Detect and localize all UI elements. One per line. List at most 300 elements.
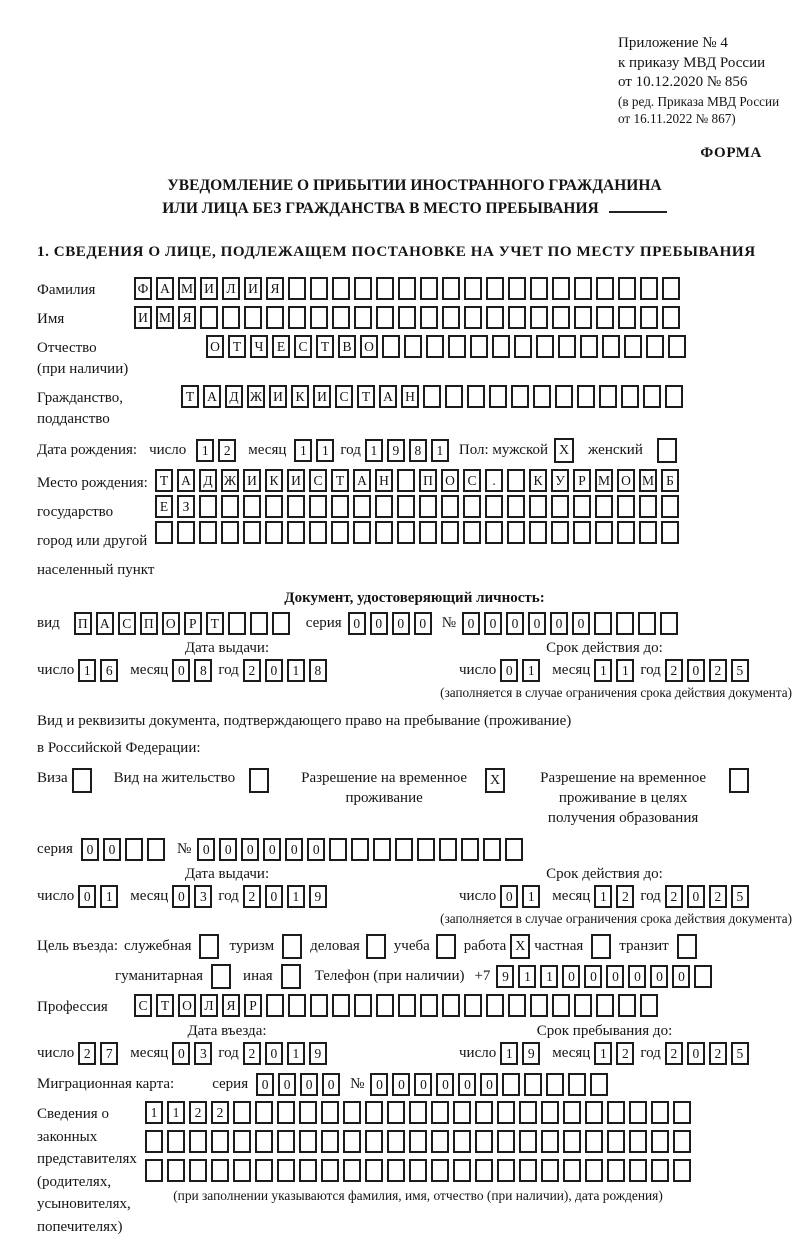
char-cell[interactable]	[621, 385, 639, 408]
char-cell[interactable]: Д	[199, 469, 217, 492]
char-cell[interactable]: 0	[300, 1073, 318, 1096]
char-cell[interactable]	[464, 306, 482, 329]
char-cell[interactable]	[277, 1101, 295, 1124]
char-cell[interactable]: Л	[222, 277, 240, 300]
char-cell[interactable]: М	[595, 469, 613, 492]
char-cell[interactable]	[529, 495, 547, 518]
char-cell[interactable]: Н	[375, 469, 393, 492]
char-cell[interactable]	[463, 521, 481, 544]
char-cell[interactable]: 2	[243, 885, 261, 908]
char-cell[interactable]	[439, 838, 457, 861]
char-cell[interactable]	[397, 495, 415, 518]
char-cell[interactable]	[299, 1130, 317, 1153]
char-cell[interactable]	[497, 1101, 515, 1124]
char-cell[interactable]	[607, 1101, 625, 1124]
char-cell[interactable]: 0	[392, 612, 410, 635]
char-cell[interactable]: 0	[628, 965, 646, 988]
purpose-other-checkbox[interactable]	[281, 964, 301, 989]
surname-input[interactable]	[134, 277, 680, 300]
char-cell[interactable]	[464, 277, 482, 300]
char-cell[interactable]	[354, 994, 372, 1017]
char-cell[interactable]: М	[639, 469, 657, 492]
char-cell[interactable]	[596, 994, 614, 1017]
char-cell[interactable]: М	[178, 277, 196, 300]
char-cell[interactable]	[420, 994, 438, 1017]
char-cell[interactable]: .	[485, 469, 503, 492]
char-cell[interactable]: Т	[155, 469, 173, 492]
char-cell[interactable]	[552, 277, 570, 300]
char-cell[interactable]	[189, 1130, 207, 1153]
char-cell[interactable]	[673, 1101, 691, 1124]
char-cell[interactable]: Т	[156, 994, 174, 1017]
char-cell[interactable]	[431, 1101, 449, 1124]
stay-until-day-input[interactable]	[500, 1042, 540, 1065]
char-cell[interactable]	[585, 1130, 603, 1153]
char-cell[interactable]	[398, 994, 416, 1017]
char-cell[interactable]	[519, 1130, 537, 1153]
char-cell[interactable]: А	[96, 612, 114, 635]
issue-day-input[interactable]	[78, 659, 118, 682]
char-cell[interactable]: 2	[616, 1042, 634, 1065]
char-cell[interactable]: 5	[731, 659, 749, 682]
char-cell[interactable]: 0	[550, 612, 568, 635]
char-cell[interactable]	[321, 1130, 339, 1153]
char-cell[interactable]	[599, 385, 617, 408]
representatives-line2-input[interactable]	[145, 1130, 691, 1153]
char-cell[interactable]: 0	[78, 885, 96, 908]
char-cell[interactable]: 2	[243, 1042, 261, 1065]
char-cell[interactable]: И	[200, 277, 218, 300]
char-cell[interactable]: 1	[145, 1101, 163, 1124]
char-cell[interactable]: А	[177, 469, 195, 492]
char-cell[interactable]: К	[291, 385, 309, 408]
char-cell[interactable]: 0	[241, 838, 259, 861]
char-cell[interactable]	[287, 521, 305, 544]
char-cell[interactable]: 0	[172, 885, 190, 908]
sex-female-checkbox[interactable]	[657, 438, 677, 463]
char-cell[interactable]	[519, 1101, 537, 1124]
char-cell[interactable]	[417, 838, 435, 861]
char-cell[interactable]	[409, 1101, 427, 1124]
char-cell[interactable]	[376, 994, 394, 1017]
char-cell[interactable]	[489, 385, 507, 408]
char-cell[interactable]	[629, 1101, 647, 1124]
char-cell[interactable]: О	[441, 469, 459, 492]
char-cell[interactable]	[395, 838, 413, 861]
char-cell[interactable]	[492, 335, 510, 358]
patronymic-input[interactable]	[206, 335, 686, 358]
char-cell[interactable]	[546, 1073, 564, 1096]
char-cell[interactable]	[442, 306, 460, 329]
char-cell[interactable]	[467, 385, 485, 408]
char-cell[interactable]: 1	[167, 1101, 185, 1124]
citizenship-input[interactable]	[181, 385, 683, 408]
char-cell[interactable]: К	[265, 469, 283, 492]
char-cell[interactable]: 1	[518, 965, 536, 988]
char-cell[interactable]: 0	[322, 1073, 340, 1096]
char-cell[interactable]: 0	[278, 1073, 296, 1096]
char-cell[interactable]: Т	[331, 469, 349, 492]
char-cell[interactable]	[643, 385, 661, 408]
char-cell[interactable]: 2	[243, 659, 261, 682]
char-cell[interactable]	[596, 306, 614, 329]
char-cell[interactable]: 0	[436, 1073, 454, 1096]
char-cell[interactable]	[573, 495, 591, 518]
char-cell[interactable]: 9	[522, 1042, 540, 1065]
stay-doc-number-input[interactable]	[197, 838, 523, 861]
char-cell[interactable]: 0	[562, 965, 580, 988]
char-cell[interactable]: Т	[206, 612, 224, 635]
char-cell[interactable]	[309, 495, 327, 518]
char-cell[interactable]: О	[206, 335, 224, 358]
char-cell[interactable]: 0	[500, 885, 518, 908]
char-cell[interactable]	[694, 965, 712, 988]
char-cell[interactable]: 8	[194, 659, 212, 682]
char-cell[interactable]: 9	[496, 965, 514, 988]
char-cell[interactable]	[530, 306, 548, 329]
char-cell[interactable]: 2	[665, 885, 683, 908]
char-cell[interactable]: 7	[100, 1042, 118, 1065]
char-cell[interactable]	[453, 1130, 471, 1153]
char-cell[interactable]: 0	[392, 1073, 410, 1096]
birth-year-input[interactable]	[365, 439, 449, 462]
char-cell[interactable]	[563, 1101, 581, 1124]
char-cell[interactable]	[310, 277, 328, 300]
char-cell[interactable]	[660, 612, 678, 635]
char-cell[interactable]	[228, 612, 246, 635]
stay-valid-month-input[interactable]	[594, 885, 634, 908]
char-cell[interactable]: 0	[672, 965, 690, 988]
char-cell[interactable]: 8	[409, 439, 427, 462]
char-cell[interactable]: 0	[307, 838, 325, 861]
char-cell[interactable]: 2	[709, 659, 727, 682]
char-cell[interactable]: Р	[244, 994, 262, 1017]
char-cell[interactable]: 0	[81, 838, 99, 861]
char-cell[interactable]: 2	[211, 1101, 229, 1124]
char-cell[interactable]	[505, 838, 523, 861]
char-cell[interactable]	[673, 1130, 691, 1153]
char-cell[interactable]	[475, 1130, 493, 1153]
char-cell[interactable]: Я	[266, 277, 284, 300]
char-cell[interactable]	[508, 994, 526, 1017]
stay-doc-series-input[interactable]	[81, 838, 165, 861]
migration-series-input[interactable]	[256, 1073, 340, 1096]
char-cell[interactable]: Т	[181, 385, 199, 408]
birth-day-input[interactable]	[196, 439, 236, 462]
char-cell[interactable]: Ф	[134, 277, 152, 300]
char-cell[interactable]: К	[529, 469, 547, 492]
char-cell[interactable]: 3	[194, 885, 212, 908]
birth-place-line1-input[interactable]	[155, 469, 679, 492]
char-cell[interactable]	[629, 1130, 647, 1153]
char-cell[interactable]	[483, 838, 501, 861]
char-cell[interactable]: 0	[172, 659, 190, 682]
char-cell[interactable]	[331, 495, 349, 518]
char-cell[interactable]	[404, 335, 422, 358]
char-cell[interactable]: С	[309, 469, 327, 492]
char-cell[interactable]: 9	[309, 885, 327, 908]
char-cell[interactable]	[590, 1073, 608, 1096]
char-cell[interactable]: 0	[348, 612, 366, 635]
purpose-business-checkbox[interactable]	[366, 934, 386, 959]
char-cell[interactable]: 0	[500, 659, 518, 682]
char-cell[interactable]	[441, 495, 459, 518]
purpose-work-checkbox[interactable]: X	[510, 934, 530, 959]
birth-place-line3-input[interactable]	[155, 521, 679, 544]
char-cell[interactable]: 5	[731, 1042, 749, 1065]
char-cell[interactable]: О	[360, 335, 378, 358]
char-cell[interactable]	[332, 277, 350, 300]
char-cell[interactable]	[640, 994, 658, 1017]
char-cell[interactable]	[354, 306, 372, 329]
issue-year-input[interactable]	[243, 659, 327, 682]
migration-number-input[interactable]	[370, 1073, 608, 1096]
char-cell[interactable]: М	[156, 306, 174, 329]
char-cell[interactable]	[558, 335, 576, 358]
char-cell[interactable]: 1	[522, 659, 540, 682]
char-cell[interactable]: 2	[78, 1042, 96, 1065]
char-cell[interactable]: Ж	[221, 469, 239, 492]
char-cell[interactable]: С	[134, 994, 152, 1017]
char-cell[interactable]	[524, 1073, 542, 1096]
char-cell[interactable]: С	[463, 469, 481, 492]
stay-issue-day-input[interactable]	[78, 885, 118, 908]
char-cell[interactable]: З	[177, 495, 195, 518]
visa-checkbox[interactable]	[72, 768, 92, 793]
char-cell[interactable]	[530, 277, 548, 300]
char-cell[interactable]	[423, 385, 441, 408]
stay-until-year-input[interactable]	[665, 1042, 749, 1065]
char-cell[interactable]: 0	[265, 885, 283, 908]
char-cell[interactable]	[375, 495, 393, 518]
stay-valid-year-input[interactable]	[665, 885, 749, 908]
char-cell[interactable]: Я	[178, 306, 196, 329]
char-cell[interactable]	[651, 1101, 669, 1124]
char-cell[interactable]	[461, 838, 479, 861]
birth-month-input[interactable]	[294, 439, 334, 462]
char-cell[interactable]: С	[335, 385, 353, 408]
char-cell[interactable]	[375, 521, 393, 544]
char-cell[interactable]: 0	[265, 1042, 283, 1065]
char-cell[interactable]: 1	[365, 439, 383, 462]
char-cell[interactable]: П	[140, 612, 158, 635]
char-cell[interactable]: 1	[522, 885, 540, 908]
temp-residence-checkbox[interactable]: X	[485, 768, 505, 793]
birth-place-line2-input[interactable]	[155, 495, 679, 518]
char-cell[interactable]	[551, 521, 569, 544]
char-cell[interactable]: 8	[309, 659, 327, 682]
char-cell[interactable]	[617, 521, 635, 544]
char-cell[interactable]	[397, 521, 415, 544]
char-cell[interactable]	[331, 521, 349, 544]
char-cell[interactable]: 0	[687, 885, 705, 908]
char-cell[interactable]	[419, 521, 437, 544]
char-cell[interactable]	[167, 1130, 185, 1153]
char-cell[interactable]	[463, 495, 481, 518]
char-cell[interactable]	[618, 994, 636, 1017]
char-cell[interactable]	[639, 521, 657, 544]
char-cell[interactable]: 0	[256, 1073, 274, 1096]
char-cell[interactable]	[365, 1101, 383, 1124]
char-cell[interactable]	[508, 277, 526, 300]
char-cell[interactable]: 1	[500, 1042, 518, 1065]
char-cell[interactable]: 1	[294, 439, 312, 462]
char-cell[interactable]	[551, 495, 569, 518]
given-name-input[interactable]	[134, 306, 680, 329]
char-cell[interactable]: Я	[222, 994, 240, 1017]
char-cell[interactable]: Д	[225, 385, 243, 408]
char-cell[interactable]: 0	[687, 1042, 705, 1065]
char-cell[interactable]	[552, 994, 570, 1017]
char-cell[interactable]: 0	[584, 965, 602, 988]
purpose-private-checkbox[interactable]	[591, 934, 611, 959]
char-cell[interactable]	[255, 1101, 273, 1124]
char-cell[interactable]	[530, 994, 548, 1017]
char-cell[interactable]	[497, 1130, 515, 1153]
sex-male-checkbox[interactable]: X	[554, 438, 574, 463]
char-cell[interactable]	[310, 994, 328, 1017]
doc-type-input[interactable]	[74, 612, 290, 635]
representatives-line1-input[interactable]	[145, 1101, 691, 1124]
char-cell[interactable]	[470, 335, 488, 358]
char-cell[interactable]: Т	[357, 385, 375, 408]
valid-day-input[interactable]	[500, 659, 540, 682]
entry-month-input[interactable]	[172, 1042, 212, 1065]
char-cell[interactable]: И	[134, 306, 152, 329]
char-cell[interactable]: 0	[263, 838, 281, 861]
char-cell[interactable]	[595, 495, 613, 518]
char-cell[interactable]	[233, 1101, 251, 1124]
char-cell[interactable]	[594, 612, 612, 635]
char-cell[interactable]	[486, 994, 504, 1017]
char-cell[interactable]	[177, 521, 195, 544]
char-cell[interactable]	[507, 495, 525, 518]
char-cell[interactable]: И	[243, 469, 261, 492]
char-cell[interactable]	[442, 277, 460, 300]
char-cell[interactable]	[618, 306, 636, 329]
char-cell[interactable]	[485, 521, 503, 544]
char-cell[interactable]	[409, 1130, 427, 1153]
char-cell[interactable]	[502, 1073, 520, 1096]
char-cell[interactable]: 2	[665, 1042, 683, 1065]
char-cell[interactable]: А	[203, 385, 221, 408]
char-cell[interactable]	[382, 335, 400, 358]
char-cell[interactable]: В	[338, 335, 356, 358]
char-cell[interactable]	[602, 335, 620, 358]
char-cell[interactable]: 0	[462, 612, 480, 635]
char-cell[interactable]	[511, 385, 529, 408]
char-cell[interactable]: У	[551, 469, 569, 492]
char-cell[interactable]: 2	[189, 1101, 207, 1124]
char-cell[interactable]	[616, 612, 634, 635]
char-cell[interactable]: А	[353, 469, 371, 492]
char-cell[interactable]: 1	[196, 439, 214, 462]
char-cell[interactable]: Е	[155, 495, 173, 518]
char-cell[interactable]	[387, 1101, 405, 1124]
char-cell[interactable]	[221, 521, 239, 544]
char-cell[interactable]	[265, 495, 283, 518]
char-cell[interactable]	[376, 277, 394, 300]
char-cell[interactable]	[541, 1130, 559, 1153]
char-cell[interactable]: 5	[731, 885, 749, 908]
char-cell[interactable]: Н	[401, 385, 419, 408]
char-cell[interactable]: 0	[370, 1073, 388, 1096]
char-cell[interactable]: 2	[616, 885, 634, 908]
char-cell[interactable]	[574, 277, 592, 300]
char-cell[interactable]	[266, 994, 284, 1017]
char-cell[interactable]	[445, 385, 463, 408]
char-cell[interactable]	[332, 994, 350, 1017]
char-cell[interactable]	[266, 306, 284, 329]
char-cell[interactable]: И	[313, 385, 331, 408]
id-doc-series-input[interactable]	[348, 612, 432, 635]
char-cell[interactable]: 0	[572, 612, 590, 635]
char-cell[interactable]: Р	[184, 612, 202, 635]
char-cell[interactable]	[287, 495, 305, 518]
char-cell[interactable]	[640, 277, 658, 300]
char-cell[interactable]	[448, 335, 466, 358]
char-cell[interactable]: 0	[528, 612, 546, 635]
char-cell[interactable]: 1	[287, 659, 305, 682]
char-cell[interactable]	[596, 277, 614, 300]
char-cell[interactable]	[343, 1101, 361, 1124]
char-cell[interactable]	[243, 495, 261, 518]
char-cell[interactable]	[662, 277, 680, 300]
purpose-tourism-checkbox[interactable]	[282, 934, 302, 959]
char-cell[interactable]	[665, 385, 683, 408]
char-cell[interactable]: Ж	[247, 385, 265, 408]
char-cell[interactable]: Т	[228, 335, 246, 358]
char-cell[interactable]	[577, 385, 595, 408]
char-cell[interactable]	[640, 306, 658, 329]
char-cell[interactable]: 0	[484, 612, 502, 635]
stay-issue-month-input[interactable]	[172, 885, 212, 908]
char-cell[interactable]	[639, 495, 657, 518]
char-cell[interactable]	[624, 335, 642, 358]
char-cell[interactable]	[668, 335, 686, 358]
char-cell[interactable]: 1	[594, 885, 612, 908]
purpose-official-checkbox[interactable]	[199, 934, 219, 959]
char-cell[interactable]	[486, 306, 504, 329]
char-cell[interactable]	[321, 1101, 339, 1124]
char-cell[interactable]	[580, 335, 598, 358]
valid-year-input[interactable]	[665, 659, 749, 682]
char-cell[interactable]: 0	[506, 612, 524, 635]
char-cell[interactable]: 0	[687, 659, 705, 682]
char-cell[interactable]	[145, 1130, 163, 1153]
char-cell[interactable]: 2	[709, 885, 727, 908]
temp-residence-edu-checkbox[interactable]	[729, 768, 749, 793]
char-cell[interactable]: 1	[540, 965, 558, 988]
char-cell[interactable]	[265, 521, 283, 544]
char-cell[interactable]: 0	[370, 612, 388, 635]
char-cell[interactable]: 2	[709, 1042, 727, 1065]
char-cell[interactable]	[288, 994, 306, 1017]
stay-until-month-input[interactable]	[594, 1042, 634, 1065]
char-cell[interactable]: 1	[287, 885, 305, 908]
char-cell[interactable]	[387, 1130, 405, 1153]
char-cell[interactable]: О	[617, 469, 635, 492]
char-cell[interactable]: И	[269, 385, 287, 408]
char-cell[interactable]	[618, 277, 636, 300]
char-cell[interactable]: 1	[100, 885, 118, 908]
char-cell[interactable]	[398, 306, 416, 329]
char-cell[interactable]: 3	[194, 1042, 212, 1065]
issue-month-input[interactable]	[172, 659, 212, 682]
char-cell[interactable]: 0	[172, 1042, 190, 1065]
char-cell[interactable]	[329, 838, 347, 861]
char-cell[interactable]	[332, 306, 350, 329]
